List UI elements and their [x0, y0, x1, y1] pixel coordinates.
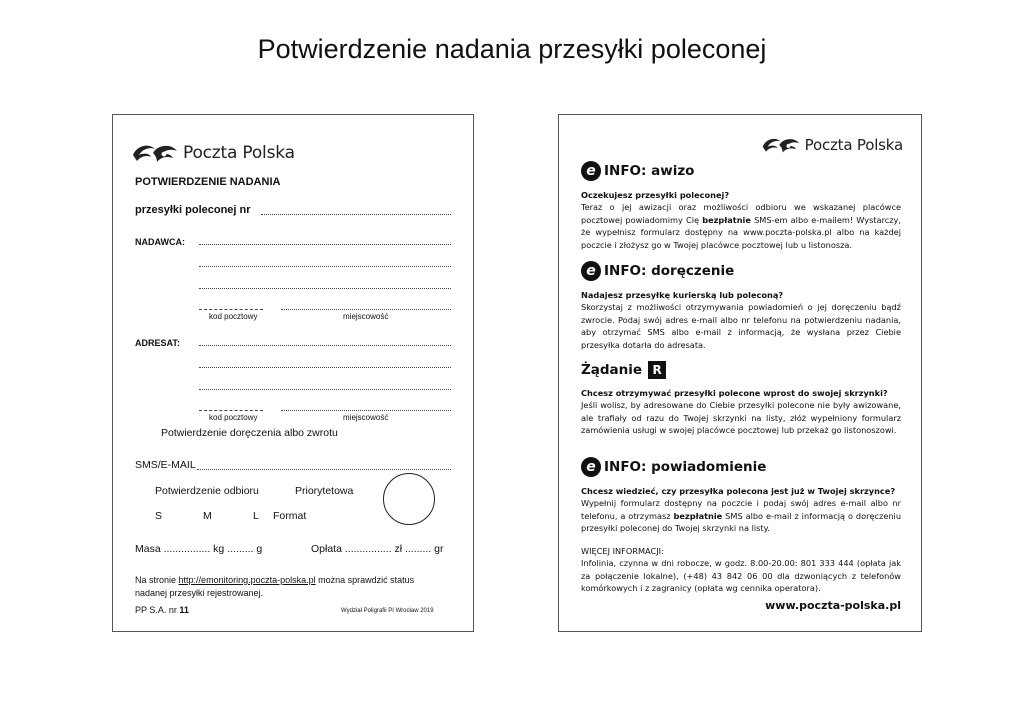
- addressee-city-field[interactable]: [281, 410, 451, 411]
- r-badge-icon: R: [648, 361, 666, 379]
- addressee-city-label: miejscowość: [343, 413, 389, 422]
- more-info: [581, 545, 901, 595]
- section-powiadomienie-title: [581, 457, 766, 477]
- sms-email-label: SMS/E-MAIL: [135, 459, 196, 471]
- posting-confirmation-form: [112, 114, 474, 632]
- size-m-option[interactable]: M: [203, 510, 212, 522]
- addressee-line-3[interactable]: [199, 389, 451, 390]
- emonitoring-link[interactable]: http://emonitoring.poczta-polska.pl: [178, 575, 316, 585]
- section-question: Chcesz wiedzieć, czy przesyłka polecona jest już w Twojej skrzynce?: [581, 486, 896, 496]
- section-question: Oczekujesz przesyłki poleconej?: [581, 190, 730, 200]
- poczta-polska-logo: [131, 141, 295, 165]
- tracking-note: [135, 574, 453, 600]
- section-body-bold: bezpłatnie: [673, 510, 723, 521]
- sender-label: NADAWCA:: [135, 237, 185, 247]
- mass-field[interactable]: Masa ................ kg ......... g: [135, 543, 263, 555]
- section-doreczenie-title: [581, 261, 734, 281]
- poczta-polska-horn-icon: [131, 141, 179, 165]
- sms-email-field[interactable]: [197, 469, 451, 470]
- sender-postcode-label: kod pocztowy: [209, 312, 258, 321]
- addressee-postcode-field[interactable]: [199, 410, 263, 411]
- section-question: Chcesz otrzymywać przesyłki polecone wprost do swojej skrzynki?: [581, 388, 888, 398]
- section-zadanie-title: [581, 361, 666, 379]
- sender-city-field[interactable]: [281, 309, 451, 310]
- tracking-note-prefix: Na stronie: [135, 575, 177, 585]
- sender-city-label: miejscowość: [343, 312, 389, 321]
- section-question: Nadajesz przesyłkę kurierską lub poleconą?: [581, 290, 784, 300]
- addressee-line-2[interactable]: [199, 367, 451, 368]
- info-leaflet: [558, 114, 922, 632]
- logo-text: Poczta Polska: [804, 136, 903, 154]
- tracking-note-suffix: można sprawdzić status: [318, 575, 415, 585]
- poczta-polska-logo-right: [761, 135, 903, 155]
- section-powiadomienie-text: [581, 485, 901, 535]
- tracking-note-line2: nadanej przesyłki rejestrowanej.: [135, 588, 264, 598]
- section-title-text: Żądanie: [581, 362, 643, 378]
- section-body: Teraz o jej awizacji oraz możliwości odbioru we wskazanej placówce pocztowej powiadomimy Cię: [581, 202, 901, 225]
- addressee-postcode-label: kod pocztowy: [209, 413, 258, 422]
- sender-line-3[interactable]: [199, 288, 451, 289]
- section-body: Jeśli wolisz, by adresowane do Ciebie przesyłki polecone nie były awizowane, ale trafiały od razu do Twojej skrzynki na listy, złóż wypełniony formularz zamówienia usługi w swojej placówce pocztowej lub przekaż go listonoszowi.: [581, 400, 901, 436]
- format-label: Format: [273, 510, 307, 522]
- e-badge-icon: e: [581, 457, 601, 477]
- form-code: [135, 605, 189, 615]
- size-s-option[interactable]: S: [155, 510, 163, 522]
- more-info-heading: WIĘCEJ INFORMACJI:: [581, 546, 664, 556]
- e-badge-icon: e: [581, 161, 601, 181]
- section-doreczenie-text: [581, 289, 901, 351]
- receipt-confirmation-option[interactable]: Potwierdzenie odbioru: [155, 485, 259, 497]
- section-body: Skorzystaj z możliwości otrzymywania powiadomień o jej doręczeniu bądź zwrocie. Podaj swój adres e-mail albo nr telefonu na potwierdzeniu nadania, aby otrzymać SMS albo e-mail z informacją, że wysłana przez Ciebie przesyłka dotarła do adresata.: [581, 302, 901, 350]
- sender-line-1[interactable]: [199, 244, 451, 245]
- parcel-number-label: przesyłki poleconej nr: [135, 204, 251, 216]
- fee-field[interactable]: Opłata ................ zł ......... gr: [311, 543, 444, 555]
- size-l-option[interactable]: L: [253, 510, 259, 522]
- section-title-text: INFO: doręczenie: [604, 263, 735, 279]
- section-body-bold: bezpłatnie: [702, 214, 751, 225]
- section-body: Wypełnij formularz dostępny na poczcie i podaj swój adres e-mail albo nr telefonu, a otrzymasz: [581, 498, 901, 521]
- e-badge-icon: e: [581, 261, 601, 281]
- form-heading: POTWIERDZENIE NADANIA: [135, 176, 281, 188]
- printer-note: Wydział Poligrafii PI Wrocław 2019: [341, 608, 434, 614]
- sender-line-2[interactable]: [199, 266, 451, 267]
- parcel-number-field[interactable]: [261, 214, 451, 215]
- priority-option[interactable]: Priorytetowa: [295, 485, 354, 497]
- section-awizo-title: [581, 161, 694, 181]
- delivery-confirmation-option[interactable]: Potwierdzenie doręczenia albo zwrotu: [161, 427, 338, 439]
- addressee-label: ADRESAT:: [135, 338, 180, 348]
- form-code-number: 11: [179, 605, 189, 615]
- section-title-text: INFO: powiadomienie: [604, 459, 767, 475]
- section-body-end: SMS albo e-mail z informacją o doręczeniu przesyłki poleconej do Twojej skrzynki na listy.: [581, 510, 902, 534]
- poczta-polska-horn-icon: [761, 135, 801, 155]
- addressee-line-1[interactable]: [199, 345, 451, 346]
- section-awizo-text: [581, 189, 901, 251]
- logo-text: Poczta Polska: [183, 143, 295, 163]
- page-title: Potwierdzenie nadania przesyłki poleconej: [257, 34, 767, 64]
- sender-postcode-field[interactable]: [199, 309, 263, 310]
- section-body-end: SMS-em albo e-mailem! Wystarczy, że wypełnisz formularz dostępny na www.poczta-polska.pl albo na każdej poczcie i złożysz go w Twojej placówce pocztowej lub u listonosza.: [581, 214, 902, 250]
- website-link[interactable]: www.poczta-polska.pl: [765, 599, 901, 612]
- section-zadanie-text: [581, 387, 901, 437]
- more-info-body: Infolinia, czynna w dni robocze, w godz. 8.00-20.00: 801 333 444 (opłata jak za połączenie lokalne), (+48) 43 842 06 00 dla dzwoniących z telefonów komórkowych i z zagranicy (opłata wg cennika operatora).: [581, 558, 901, 594]
- section-title-text: INFO: awizo: [604, 163, 695, 179]
- postmark-circle: [383, 473, 435, 525]
- form-code-label: PP S.A. nr: [135, 605, 177, 615]
